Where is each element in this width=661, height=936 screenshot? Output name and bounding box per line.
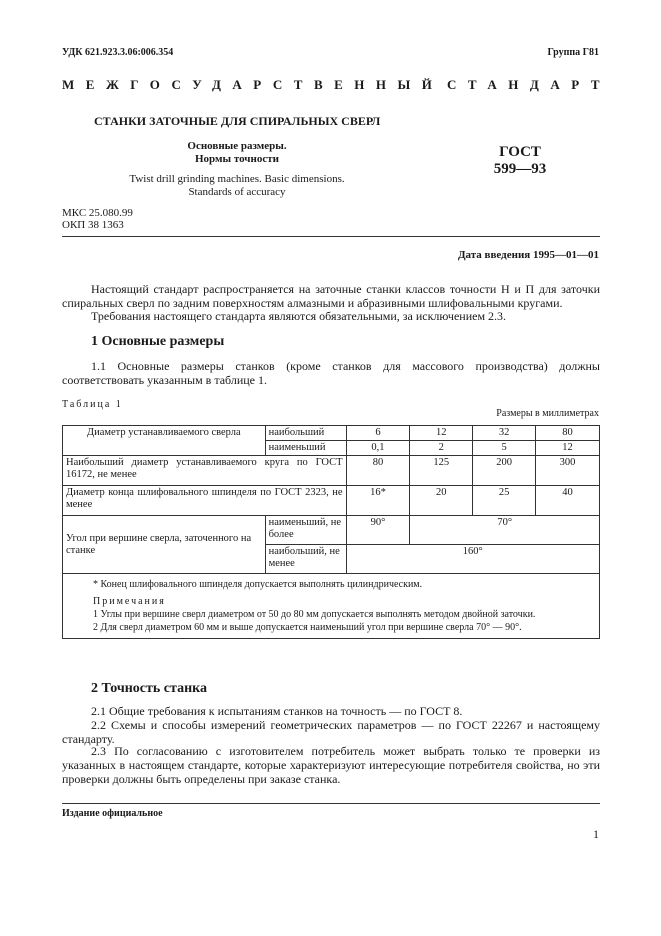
drill-max-label: наибольший	[265, 426, 346, 441]
table-row	[63, 456, 600, 486]
intro-paragraph-mandatory: Требования настоящего стандарта являются обязательными, за исключением 2.3.	[91, 309, 507, 323]
table-row	[63, 426, 600, 441]
table-cell: 32	[473, 426, 536, 441]
gost-label: ГОСТ	[499, 144, 541, 160]
paragraph-2-1: 2.1 Общие требования к испытаниям станков на точность — по ГОСТ 8.	[91, 704, 463, 718]
table-cell: 16*	[346, 486, 410, 516]
table-cell: 12	[410, 426, 473, 441]
intro-paragraph-scope: Настоящий стандарт распространяется на заточные станки классов точности Н и П для заточки спиральных сверл по задним поверхностям алмазными и абразивными шлифовальными кругами.	[62, 282, 600, 310]
mks-code: МКС 25.080.99	[62, 207, 133, 219]
notes-heading: Примечания	[93, 596, 166, 607]
paragraph-2-2: 2.2 Схемы и способы измерений геометрических параметров — по ГОСТ 22267 и настоящему стандарту.	[62, 718, 600, 746]
table-cell: 90°	[346, 516, 410, 545]
document-title: СТАНКИ ЗАТОЧНЫЕ ДЛЯ СПИРАЛЬНЫХ СВЕРЛ	[94, 114, 381, 128]
note-1: 1 Углы при вершине сверл диаметром от 50 до 80 мм допускается выполнять методом двойной заточки.	[93, 609, 536, 620]
table-notes-row	[63, 574, 600, 639]
official-edition: Издание официальное	[62, 808, 163, 819]
table-cell: 125	[410, 456, 473, 486]
page-number: 1	[593, 827, 599, 841]
introduction-date: Дата введения 1995—01—01	[457, 249, 599, 261]
table-cell: 80	[536, 426, 600, 441]
table-cell: 0,1	[346, 441, 410, 456]
drill-diameter-label: Диаметр устанавливаемого сверла	[63, 426, 266, 456]
table-row	[63, 486, 600, 516]
paragraph-2-3: 2.3 По согласованию с изготовителем потребитель может выбрать только те проверки из указанных в настоящем стандарте, которые характеризуют интересующие потребителя свойства, но эти проверки должны быть определены при заказе станка.	[62, 744, 600, 786]
okp-code: ОКП 38 1363	[62, 219, 124, 231]
angle-max-label: наибольший, не менее	[265, 545, 346, 574]
subtitle-line-1: Основные размеры.	[187, 140, 287, 152]
english-title-line-2: Standards of accuracy	[188, 186, 286, 198]
dimensions-table	[62, 425, 600, 639]
table-cell: 5	[473, 441, 536, 456]
header-divider	[62, 236, 600, 237]
table-cell: 6	[346, 426, 410, 441]
section-2-heading: 2 Точность станка	[91, 681, 207, 696]
table-cell: 12	[536, 441, 600, 456]
table-cell: 160°	[346, 545, 599, 574]
tip-angle-label: Угол при вершине сверла, заточенного на станке	[63, 516, 266, 574]
spindle-diameter-label: Диаметр конца шлифовального шпинделя по ГОСТ 2323, не менее	[63, 486, 347, 516]
wheel-diameter-label: Наибольший диаметр устанавливаемого круга по ГОСТ 16172, не менее	[63, 456, 347, 486]
table-cell: 20	[410, 486, 473, 516]
section-1-heading: 1 Основные размеры	[91, 334, 225, 349]
table-cell: 25	[473, 486, 536, 516]
table-footnote: * Конец шлифовального шпинделя допускается выполнять цилиндрическим.	[93, 579, 423, 590]
table-notes	[63, 574, 600, 639]
banner-word-standard: СТАНДАРТ	[446, 77, 611, 92]
angle-min-label: наименьший, не более	[265, 516, 346, 545]
table-cell: 80	[346, 456, 410, 486]
gost-number: 599—93	[493, 161, 547, 177]
table-cell: 200	[473, 456, 536, 486]
subtitle-line-2: Нормы точности	[195, 153, 279, 165]
table-label: Таблица 1	[62, 399, 123, 410]
english-title-line-1: Twist drill grinding machines. Basic dimensions.	[129, 173, 345, 185]
table-row	[63, 516, 600, 545]
drill-min-label: наименьший	[265, 441, 346, 456]
table-units: Размеры в миллиметрах	[496, 408, 599, 419]
udk-code: УДК 621.923.3.06:006.354	[62, 47, 174, 58]
banner-word-interstate: МЕЖГОСУДАРСТВЕННЫЙ	[62, 77, 444, 92]
table-cell: 70°	[410, 516, 600, 545]
table-cell: 2	[410, 441, 473, 456]
group-code: Группа Г81	[547, 47, 599, 58]
note-2: 2 Для сверл диаметром 60 мм и выше допускается наименьший угол при вершине сверла 70° — 90°.	[93, 622, 522, 633]
footer-divider	[62, 803, 600, 804]
table-cell: 300	[536, 456, 600, 486]
table-cell: 40	[536, 486, 600, 516]
paragraph-1-1: 1.1 Основные размеры станков (кроме станков для массового производства) должны соответствовать указанным в таблице 1.	[62, 359, 600, 387]
